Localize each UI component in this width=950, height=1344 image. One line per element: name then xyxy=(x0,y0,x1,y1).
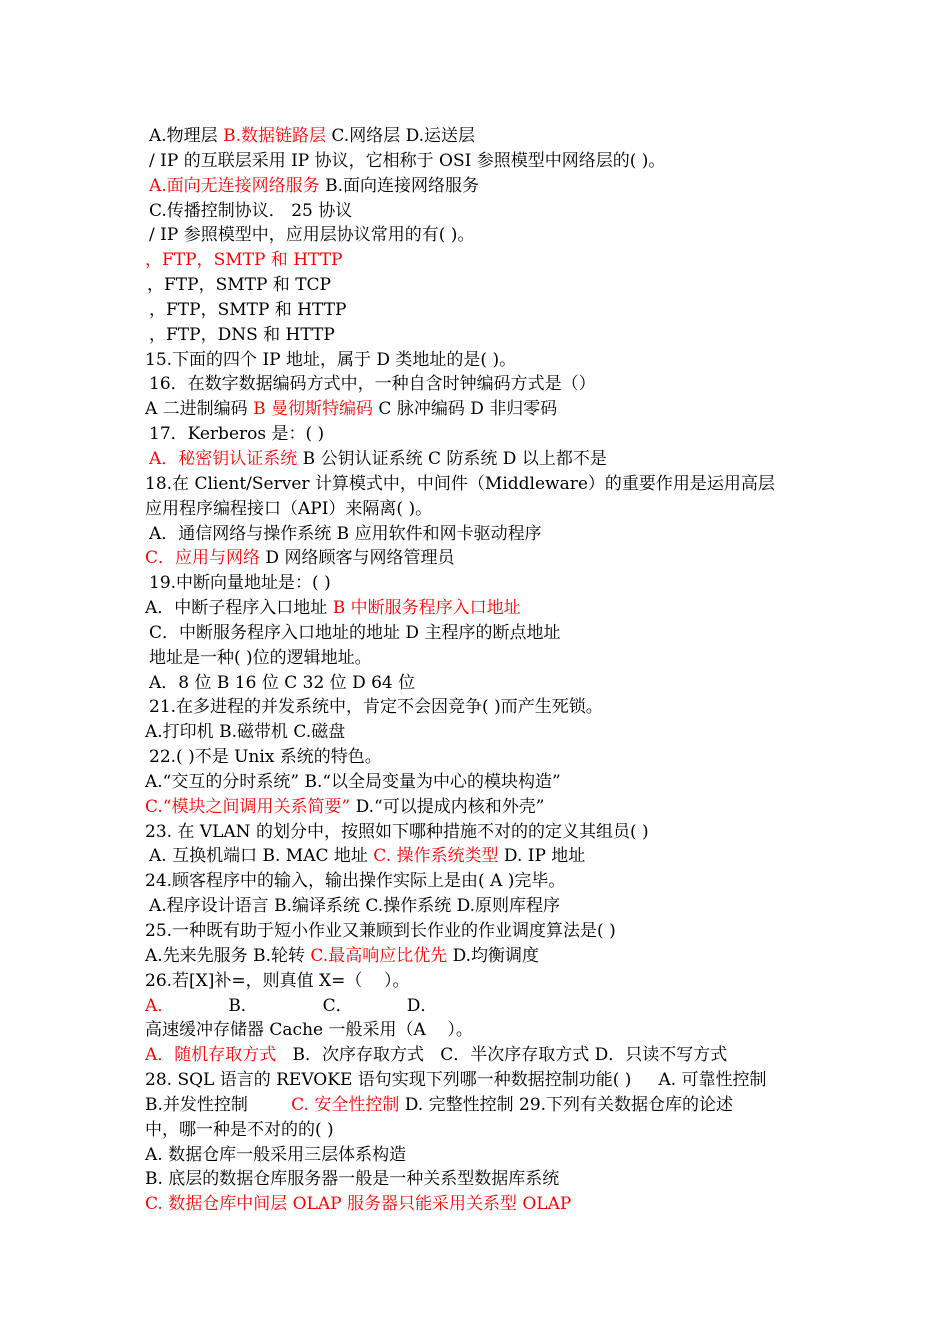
text-line xyxy=(145,522,815,547)
text-line xyxy=(145,1018,815,1043)
text-line xyxy=(145,149,815,174)
text-line xyxy=(145,695,815,720)
text-line xyxy=(145,994,815,1019)
text-line xyxy=(145,422,815,447)
text-line xyxy=(145,646,815,671)
text-line xyxy=(145,720,815,745)
text-run: A.“交互的分时系统” B.“以全局变量为中心的模块构造” xyxy=(145,771,561,792)
text-run: A.物理层 xyxy=(149,126,224,146)
text-line xyxy=(145,323,815,348)
text-line xyxy=(145,472,815,497)
text-run: A. 数据仓库一般采用三层体系构造 xyxy=(145,1144,407,1165)
text-run: A.打印机 B.磁带机 C.磁盘 xyxy=(145,722,346,743)
text-line xyxy=(145,372,815,397)
text-run: B.并发性控制 xyxy=(145,1094,292,1115)
answer-highlight: B.数据链路层 xyxy=(223,126,326,146)
text-run: D 网络顾客与网络管理员 xyxy=(260,548,455,569)
text-line xyxy=(145,671,815,696)
text-line xyxy=(145,447,815,472)
text-line xyxy=(145,795,815,820)
answer-highlight: C. 操作系统类型 xyxy=(373,846,499,867)
text-run: 16．在数字数据编码方式中，一种自含时钟编码方式是（） xyxy=(149,374,596,395)
text-run: 17．Kerberos 是：( ) xyxy=(149,424,325,445)
text-run: 23. 在 VLAN 的划分中，按照如下哪种措施不对的的定义其组员( ) xyxy=(145,821,649,842)
answer-highlight: B 曼彻斯特编码 xyxy=(253,399,373,420)
text-run: 18.在 Client/Server 计算模式中，中间件（Middleware）的重要作用是运用高层 xyxy=(145,473,775,494)
text-line xyxy=(145,223,815,248)
text-line xyxy=(145,1093,815,1118)
text-line xyxy=(145,820,815,845)
text-line xyxy=(145,1118,815,1143)
text-line xyxy=(145,869,815,894)
text-run: B 公钥认证系统 C 防系统 D 以上都不是 xyxy=(297,448,607,469)
text-run: D. IP 地址 xyxy=(498,846,586,867)
text-line xyxy=(145,1068,815,1093)
answer-highlight: C. 数据仓库中间层 OLAP 服务器只能采用关系型 OLAP xyxy=(145,1194,572,1215)
text-run: C 脉冲编码 D 非归零码 xyxy=(373,399,558,420)
answer-highlight: C.“模块之间调用关系简要” xyxy=(145,796,351,817)
text-run: C．中断服务程序入口地址的地址 D 主程序的断点地址 xyxy=(149,622,561,643)
text-run: ，FTP，DNS 和 HTTP xyxy=(149,324,335,345)
answer-highlight: C.最高响应比优先 xyxy=(310,945,448,966)
text-run: / IP 的互联层采用 IP 协议，它相称于 OSI 参照模型中网络层的( )。 xyxy=(149,150,666,171)
text-run: 地址是一种( )位的逻辑地址。 xyxy=(149,647,372,668)
answer-highlight: A．随机存取方式 xyxy=(145,1045,277,1066)
text-line xyxy=(145,894,815,919)
text-run: D. 完整性控制 29.下列有关数据仓库的论述 xyxy=(399,1094,734,1115)
text-run: A. 互换机端口 B. MAC 地址 xyxy=(149,846,374,867)
text-run: ，FTP，SMTP 和 HTTP xyxy=(149,299,347,320)
text-line xyxy=(145,199,815,224)
text-line xyxy=(145,273,815,298)
text-line xyxy=(145,1043,815,1068)
answer-highlight: C．应用与网络 xyxy=(145,548,261,569)
text-line xyxy=(145,745,815,770)
text-run: C.网络层 D.运送层 xyxy=(326,126,476,146)
text-run: D.均衡调度 xyxy=(447,945,540,966)
text-run: 22.( )不是 Unix 系统的特色。 xyxy=(149,747,382,768)
text-run: 21.在多进程的并发系统中，肯定不会因竞争( )而产生死锁。 xyxy=(149,697,603,718)
answer-highlight: B 中断服务程序入口地址 xyxy=(332,598,521,619)
text-line xyxy=(145,969,815,994)
text-line xyxy=(145,621,815,646)
text-run: 15.下面的四个 IP 地址，属于 D 类地址的是( )。 xyxy=(145,349,517,370)
answer-highlight: A． xyxy=(145,995,175,1016)
text-run: 19.中断向量地址是：( ) xyxy=(149,573,331,594)
text-line xyxy=(145,770,815,795)
text-run: 高速缓冲存储器 Cache 一般采用（A ）。 xyxy=(145,1020,473,1041)
text-run: B． C． D． xyxy=(174,995,438,1016)
text-line xyxy=(145,348,815,373)
text-run: C.传播控制协议． 25 协议 xyxy=(149,200,353,221)
text-run: A．中断子程序入口地址 xyxy=(145,598,333,619)
text-run: A．8 位 B 16 位 C 32 位 D 64 位 xyxy=(149,672,416,693)
text-line xyxy=(145,1192,815,1217)
text-run: / IP 参照模型中，应用层协议常用的有( )。 xyxy=(149,225,475,246)
text-run: B.面向连接网络服务 xyxy=(319,175,479,196)
text-run: D.“可以提成内核和外壳” xyxy=(350,796,545,817)
text-line xyxy=(145,571,815,596)
text-run: A 二进制编码 xyxy=(145,399,254,420)
text-line xyxy=(145,944,815,969)
text-line xyxy=(145,546,815,571)
text-line xyxy=(145,919,815,944)
text-run: ，FTP，SMTP 和 TCP xyxy=(147,275,331,296)
answer-highlight: C. 安全性控制 xyxy=(291,1094,400,1115)
text-line xyxy=(145,248,815,273)
answer-highlight: A．秘密钥认证系统 xyxy=(149,448,298,469)
text-line xyxy=(145,174,815,199)
text-run: 28. SQL 语言的 REVOKE 语句实现下列哪一种数据控制功能( ) A. 可靠性控制 xyxy=(145,1070,767,1091)
text-run: B．次序存取方式 C．半次序存取方式 D．只读不写方式 xyxy=(276,1045,728,1066)
text-line xyxy=(145,397,815,422)
text-line xyxy=(145,124,815,149)
answer-highlight: A.面向无连接网络服务 xyxy=(149,175,320,196)
text-line xyxy=(145,1143,815,1168)
text-run: A．通信网络与操作系统 B 应用软件和网卡驱动程序 xyxy=(149,523,542,544)
answer-highlight: ，FTP，SMTP 和 HTTP xyxy=(145,250,343,271)
text-line xyxy=(145,596,815,621)
text-run: B. 底层的数据仓库服务器一般是一种关系型数据库系统 xyxy=(145,1169,560,1190)
text-run: 26.若[X]补=，则真值 X=（ ）。 xyxy=(145,970,410,991)
text-line xyxy=(145,844,815,869)
text-run: A.程序设计语言 B.编译系统 C.操作系统 D.原则库程序 xyxy=(149,896,561,917)
document-body xyxy=(145,124,815,1217)
text-run: 应用程序编程接口（API）来隔离( )。 xyxy=(145,498,433,519)
text-line xyxy=(145,1167,815,1192)
text-run: 24.顾客程序中的输入，输出操作实际上是由( A )完毕。 xyxy=(145,871,566,892)
text-run: 中，哪一种是不对的的( ) xyxy=(145,1119,334,1140)
text-line xyxy=(145,298,815,323)
text-run: A.先来先服务 B.轮转 xyxy=(145,945,311,966)
text-run: 25.一种既有助于短小作业又兼顾到长作业的作业调度算法是( ) xyxy=(145,921,616,941)
text-line xyxy=(145,497,815,522)
